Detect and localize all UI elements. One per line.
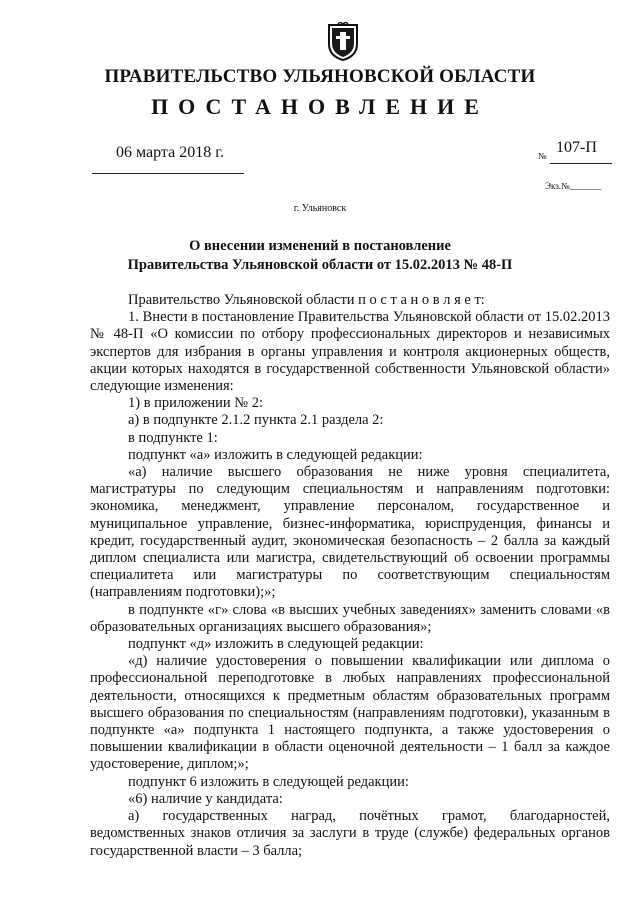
paragraph: 1) в приложении № 2: — [128, 395, 263, 412]
title-line-2: Правительства Ульяновской области от 15.02.2013 № 48-П — [127, 257, 513, 273]
number-underline — [550, 163, 612, 164]
number-sign: № — [538, 151, 547, 161]
paragraph: «а) наличие высшего образования не ниже уровня специалитета, магистратуры по следующим специальностям и направлениям подготовки: экономика, менеджмент, управление персоналом, государственное и муниципальное управление, бизнес-информатика, юриспруденция, финансы и кредит, государственный аудит, экономическая безопасность – 2 балла за каждый диплом специалиста или магистра, свидетельствующий об освоении программы специалитета или магистратуры по соответствующим специальностям (направлениям подготовки);»; — [90, 464, 610, 601]
paragraph: а) государственных наград, почётных грамот, благодарностей, ведомственных знаков отличия за заслуги в труде (службе) федеральных органов государственной власти – 3 балла; — [90, 808, 610, 859]
date-underline — [92, 173, 244, 174]
paragraph: а) в подпункте 2.1.2 пункта 2.1 раздела 2: — [128, 412, 384, 429]
paragraph: в подпункте «г» слова «в высших учебных заведениях» заменить словами «в образовательных организациях высшего образования»; — [90, 601, 610, 635]
paragraph: «д) наличие удостоверения о повышении квалификации или диплома о профессиональной переподготовке в любых направлениях профессиональной деятельности, относящихся к предметным областям образовательных программ высшего образования по специальностям (направлениям подготовки), указанным в подпункте «а» подпункта 1 настоящего подпункта, а также удостоверения о повышении квалификации в области оценочной деятельности – 1 балл за каждое удостоверение, диплом;»; — [90, 653, 610, 773]
paragraph: в подпункте 1: — [128, 429, 218, 446]
paragraph: Правительство Ульяновской области п о с т а н о в л я е т: — [128, 292, 485, 308]
title-line-1: О внесении изменений в постановление — [189, 238, 451, 254]
copy-label: Экз.№ — [545, 181, 570, 191]
paragraph: подпункт «а» изложить в следующей редакции: — [128, 446, 423, 463]
paragraph: «6) наличие у кандидата: — [128, 790, 283, 807]
decree-body — [90, 292, 610, 860]
decree-date: 06 марта 2018 г. — [116, 144, 224, 161]
city-label: г. Ульяновск — [293, 203, 347, 214]
decree-title — [0, 237, 640, 275]
coat-of-arms-icon — [326, 22, 360, 62]
paragraph: подпункт «д» изложить в следующей редакции: — [128, 636, 424, 653]
paragraph: 1. Внести в постановление Правительства Ульяновской области от 15.02.2013 № 48-П «О комиссии по отбору профессиональных директоров и независимых экспертов для избрания в органы управления и контроля акционерных обществ, акции которых находятся в государственной собственности Ульяновской области» следующие изменения: — [90, 309, 610, 395]
copy-number: Экз.№_______ — [545, 181, 602, 191]
document-type-heading: ПОСТАНОВЛЕНИЕ — [151, 94, 489, 119]
decree-number: 107-П — [556, 139, 597, 156]
government-heading: ПРАВИТЕЛЬСТВО УЛЬЯНОВСКОЙ ОБЛАСТИ — [104, 66, 536, 87]
paragraph: подпункт 6 изложить в следующей редакции: — [128, 773, 409, 790]
